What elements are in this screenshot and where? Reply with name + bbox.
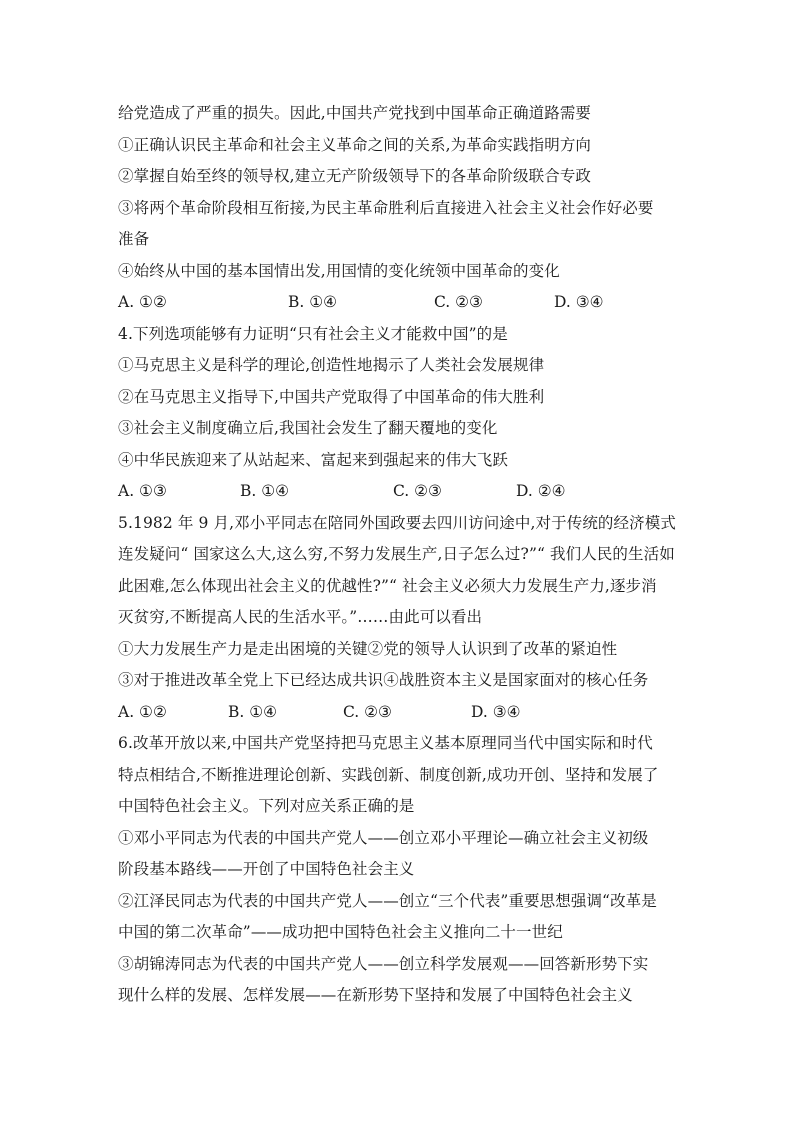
text-line: ③将两个革命阶段相互衔接,为民主革命胜利后直接进入社会主义社会作好必要 (118, 198, 654, 217)
question-5-stem: 5.1982 年 9 月,邓小平同志在陪同外国政要去四川访问途中,对于传统的经济模式 (118, 513, 676, 532)
question-4-stem: 4.下列选项能够有力证明“只有社会主义才能救中国”的是 (118, 324, 508, 343)
option-b: B. ①④ (288, 293, 338, 311)
option-c: C. ②③ (393, 482, 442, 500)
text-line: ①大力发展生产力是走出困境的关键②党的领导人认识到了改革的紧迫性 (118, 639, 618, 658)
exam-page (118, 98, 688, 1012)
question-6-stem: 6.改革开放以来,中国共产党坚持把马克思主义基本原理同当代中国实际和时代 (118, 734, 653, 752)
option-c: C. ②③ (434, 293, 483, 311)
text-line: ③社会主义制度确立后,我国社会发生了翻天覆地的变化 (118, 419, 498, 437)
text-line: 灭贫穷,不断提高人民的生活水平。”……由此可以看出 (118, 608, 483, 626)
q4-options (118, 476, 688, 508)
option-a: A. ①② (118, 293, 167, 311)
text-line: ①正确认识民主革命和社会主义革命之间的关系,为革命实践指明方向 (118, 135, 592, 154)
option-c: C. ②③ (343, 702, 392, 721)
text-line: 连发疑问“ 国家这么大,这么穷,不努力发展生产,日子怎么过?”“ 我们人民的生活如 (118, 545, 675, 563)
option-d: D. ②④ (516, 482, 566, 500)
q5-options (118, 697, 688, 729)
text-line: 特点相结合,不断推进理论创新、实践创新、制度创新,成功开创、坚持和发展了 (118, 765, 659, 784)
text-line: ③胡锦涛同志为代表的中国共产党人——创立科学发展观——回答新形势下实 (118, 954, 649, 973)
text-line: ②掌握自始至终的领导权,建立无产阶级领导下的各革命阶级联合专政 (118, 167, 592, 185)
text-line: ①邓小平同志为代表的中国共产党人——创立邓小平理论—确立社会主义初级 (118, 828, 649, 847)
option-d: D. ③④ (554, 293, 604, 311)
text-line: 给党造成了严重的损失。因此,中国共产党找到中国革命正确道路需要 (118, 104, 592, 122)
text-line: 中国特色社会主义。下列对应关系正确的是 (118, 797, 415, 815)
text-line: ②在马克思主义指导下,中国共产党取得了中国革命的伟大胜利 (118, 387, 545, 406)
text-line: ④中华民族迎来了从站起来、富起来到强起来的伟大飞跃 (118, 450, 509, 469)
text-line: 阶段基本路线——开创了中国特色社会主义 (118, 860, 415, 878)
text-line: 现什么样的发展、怎样发展——在新形势下坚持和发展了中国特色社会主义 (118, 986, 633, 1004)
q3-options (118, 287, 688, 319)
text-line: 准备 (118, 230, 150, 248)
text-line: ③对于推进改革全党上下已经达成共识④战胜资本主义是国家面对的核心任务 (118, 671, 649, 689)
option-b: B. ①④ (228, 702, 278, 721)
text-line: 中国的第二次革命”——成功把中国特色社会主义推向二十一世纪 (118, 923, 563, 941)
text-line: 此困难,怎么体现出社会主义的优越性?”“ 社会主义必须大力发展生产力,逐步消 (118, 576, 657, 595)
text-line: ②江泽民同志为代表的中国共产党人——创立“三个代表”重要思想强调“改革是 (118, 891, 657, 910)
option-d: D. ③④ (471, 702, 521, 721)
option-a: A. ①② (118, 702, 167, 721)
text-line: ④始终从中国的基本国情出发,用国情的变化统领中国革命的变化 (118, 261, 560, 280)
option-a: A. ①③ (118, 482, 167, 500)
text-line: ①马克思主义是科学的理论,创造性地揭示了人类社会发展规律 (118, 356, 545, 374)
option-b: B. ①④ (240, 482, 290, 500)
